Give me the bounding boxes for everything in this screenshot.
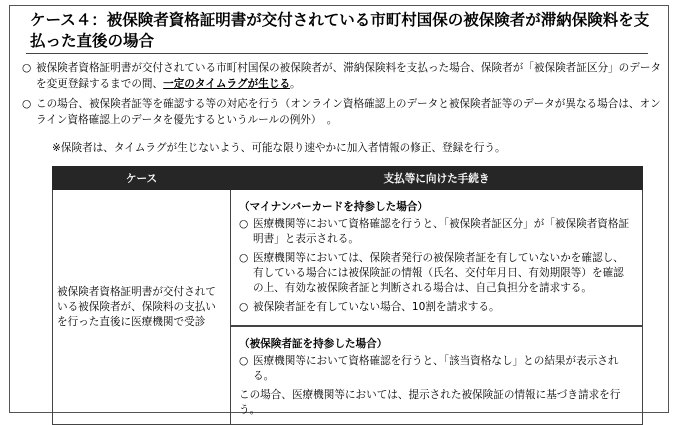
item-text: 医療機関等において資格確認を行うと、「被保険者証区分」が「被保険者資格証明書」と表示される。: [253, 218, 630, 245]
header-procedure: 支払等に向けた手続き: [231, 167, 643, 190]
block-heading: （マイナンバーカードを持参した場合）: [239, 201, 428, 213]
item-text: 医療機関等においては、保険者発行の被保険者証を有していないかを確認し、有している場合には被保険証の情報（氏名、交付年月日、有効期限等）を確認の上、有効な被保険者証と判断される場合は、自己負担分を請求する。: [253, 252, 624, 294]
bullet-emphasis: 一定のタイムラグが生じる: [163, 78, 291, 90]
item-text: 被保険者証を有していない場合、10割を請求する。: [253, 301, 500, 313]
procedure-table: [52, 166, 643, 425]
item-text: 医療機関等において資格確認を行うと、「該当資格なし」との結果が表示される。: [253, 355, 619, 382]
bullet-text: [22, 60, 662, 92]
table-row: [53, 190, 643, 425]
list-item: [239, 251, 634, 296]
bullet-text-before: 被保険者資格証明書が交付されている市町村国保の被保険者が、滞納保険料を支払った場合、保険者が「被保険者証区分」のデータを変更登録するまでの間、: [36, 62, 662, 90]
list-item: [239, 217, 634, 247]
item-mark: ○: [239, 355, 249, 367]
header-case: ケース: [53, 167, 231, 190]
bullet-text: この場合、被保険者証等を確認する等の対応を行う（オンライン資格確認上のデータと被保険者証等のデータが異なる場合は、オンライン資格確認上のデータを優先するというルールの例外） 。: [36, 98, 661, 126]
item-mark: ○: [239, 252, 249, 264]
title-divider: [26, 53, 648, 54]
bullet-mark: ○: [22, 98, 32, 110]
insurer-note: ※保険者は、タイムラグが生じないよう、可能な限り速やかに加入者情報の修正、登録を行う。: [52, 142, 506, 154]
bullet-mark: ○: [22, 62, 32, 74]
block-tail-text: この場合、医療機関等においては、提示された被保険証の情報に基づき請求を行う。: [239, 389, 621, 416]
bullet-text-after: 。: [290, 78, 301, 90]
item-mark: ○: [239, 301, 249, 313]
block-heading: （被保険者証を持参した場合）: [239, 338, 388, 350]
page-title: ケース４：被保険者資格証明書が交付されている市町村国保の被保険者が滞納保険料を支払った直後の場合: [30, 11, 650, 50]
list-item: [239, 300, 634, 315]
procedure-cell: [231, 190, 643, 425]
block-mynumber-card: [231, 190, 642, 325]
item-mark: ○: [239, 218, 249, 230]
table-header-row: [53, 167, 643, 190]
bullet-exception: [22, 96, 662, 128]
block-insurance-card: [231, 325, 642, 424]
list-item: [239, 354, 634, 384]
bullet-timelag: [22, 60, 662, 92]
case-cell: 被保険者資格証明書が交付されている被保険者が、保険料の支払いを行った直後に医療機関で受診: [53, 190, 231, 425]
